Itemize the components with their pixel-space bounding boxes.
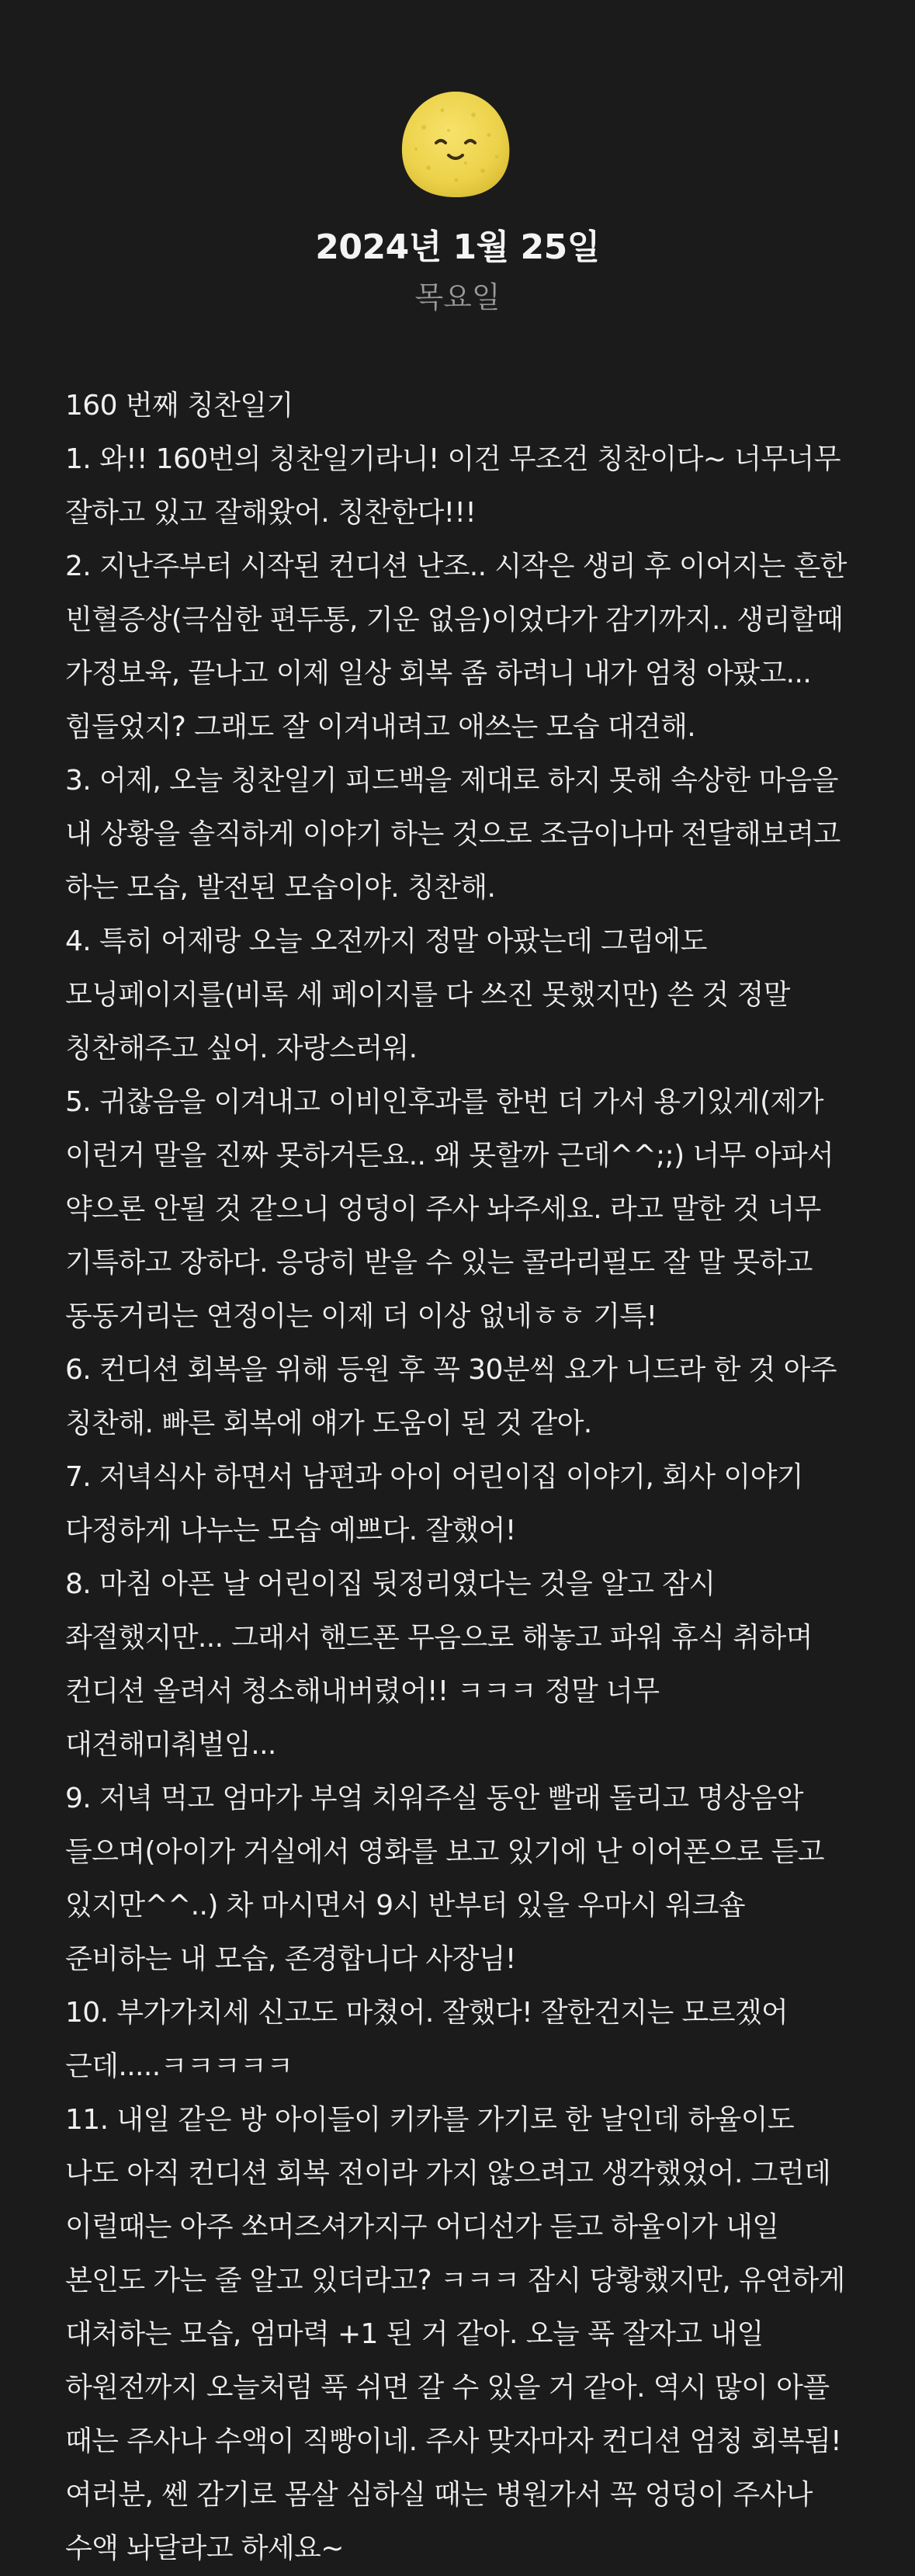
list-item: 7. 저녁식사 하면서 남편과 아이 어린이집 이야기, 회사 이야기 다정하게 나누는 모습 예쁘다. 잘했어!: [65, 1461, 803, 1547]
list-item: 5. 귀찮음을 이겨내고 이비인후과를 한번 더 가서 용기있게(제가 이런거 말을 진짜 못하거든요.. 왜 못할까 근데^^;;) 너무 아파서 약으론 안될 것 같으니 엉덩이 주사 놔주세요. 라고 말한 것 너무 기특하고 장하다. 응당히 받을 수 있는 콜라리필도 잘 말 못하고 동동거리는 연정이는 이제 더 이상 없네ㅎㅎ 기특!: [65, 1086, 834, 1332]
list-item: 9. 저녁 먹고 엄마가 부엌 치워주실 동안 빨래 돌리고 명상음악 들으며(아이가 거실에서 영화를 보고 있기에 난 이어폰으로 듣고 있지만^^..) 차 마시면서 9시 반부터 있을 우마시 워크숍 준비하는 내 모습, 존경합니다 사장님!: [65, 1783, 824, 1975]
list-item: 6. 컨디션 회복을 위해 등원 후 꼭 30분씩 요가 니드라 한 것 아주 칭찬해. 빠른 회복에 얘가 도움이 된 것 같아.: [65, 1354, 837, 1439]
list-item: 3. 어제, 오늘 칭찬일기 피드백을 제대로 하지 못해 속상한 마음을 내 상황을 솔직하게 이야기 하는 것으로 조금이나마 전달해보려고 하는 모습, 발전된 모습이야. 칭찬해.: [65, 765, 840, 904]
entry-header: [0, 0, 915, 342]
entry-weekday: 목요일: [414, 280, 501, 314]
list-item: 1. 와!! 160번의 칭찬일기라니! 이건 무조건 칭찬이다~ 너무너무 잘하고 있고 잘해왔어. 칭찬한다!!!: [65, 443, 840, 529]
entry-body: [65, 379, 849, 2575]
list-item: 8. 마침 아픈 날 어린이집 뒷정리였다는 것을 알고 잠시 좌절했지만... 그래서 핸드폰 무음으로 해놓고 파워 휴식 취하며 컨디션 올려서 청소해내버렸어!! ㅋㅋㅋ 정말 너무 대견해미춰벌임...: [65, 1568, 813, 1761]
list-item: 10. 부가가치세 신고도 마쳤어. 잘했다! 잘한건지는 모르겠어 근데.....ㅋㅋㅋㅋㅋ: [65, 1997, 788, 2082]
smiling-yellow-blob-icon: [397, 87, 514, 202]
list-item: 2. 지난주부터 시작된 컨디션 난조.. 시작은 생리 후 이어지는 흔한 빈혈증상(극심한 편두통, 기운 없음)이었다가 감기까지.. 생리할때 가정보육, 끝나고 이제 일상 회복 좀 하려니 내가 엄청 아팠고... 힘들었지? 그래도 잘 이겨내려고 애쓰는 모습 대견해.: [65, 550, 847, 743]
entry-heading: 160 번째 칭찬일기: [65, 390, 293, 422]
list-item: 11. 내일 같은 방 아이들이 키카를 가기로 한 날인데 하율이도 나도 아직 컨디션 회복 전이라 가지 않으려고 생각했었어. 그런데 이럴때는 아주 쏘머즈셔가지구 어디선가 듣고 하율이가 내일 본인도 가는 줄 알고 있더라고? ㅋㅋㅋ 잠시 당황했지만, 유연하게 대처하는 모습, 엄마력 +1 된 거 같아. 오늘 푹 잘자고 내일 하원전까지 오늘처럼 푹 쉬면 갈 수 있을 거 같아. 역시 많이 아플 때는 주사나 수액이 직빵이네. 주사 맞자마자 컨디션 엄청 회복됨! 여러분, 쎈 감기로 몸살 심하실 때는 병원가서 꼭 엉덩이 주사나 수액 놔달라고 하세요~: [65, 2104, 845, 2564]
entry-date: 2024년 1월 25일: [315, 227, 600, 267]
list-item: 4. 특히 어제랑 오늘 오전까지 정말 아팠는데 그럼에도 모닝페이지를(비록 세 페이지를 다 쓰진 못했지만) 쓴 것 정말 칭찬해주고 싶어. 자랑스러워.: [65, 925, 790, 1064]
